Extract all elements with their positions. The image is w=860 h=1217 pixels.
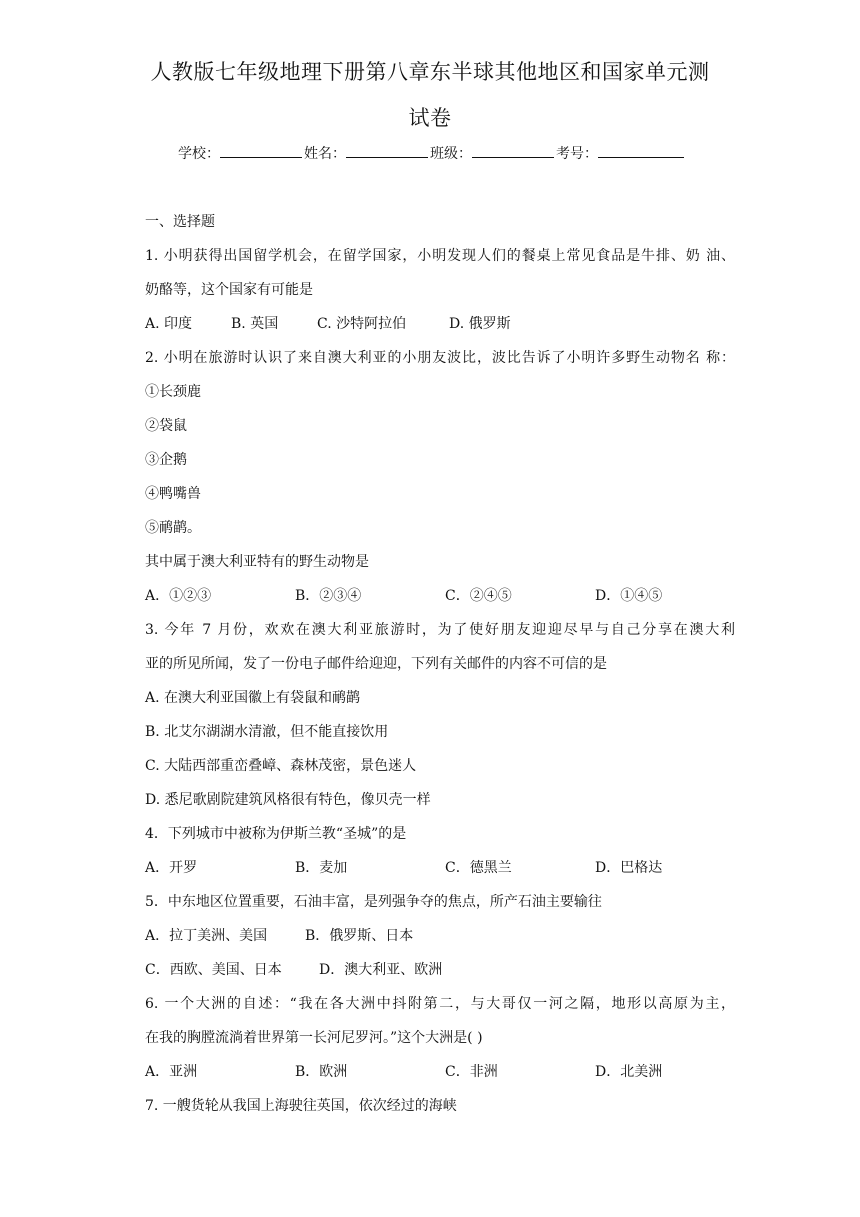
class-label: 班级： bbox=[430, 146, 472, 162]
question-content bbox=[145, 210, 735, 1128]
question-3-option-c[interactable]: C. 大陆西部重峦叠嶂、森林茂密，景色迷人 bbox=[145, 758, 417, 774]
question-3-line-1: 3. 今年 7 月份，欢欢在澳大利亚旅游时，为了使好朋友迎迎尽早与自己分享在澳大利 bbox=[145, 622, 735, 638]
question-4-option-d[interactable]: D．巴格达 bbox=[595, 860, 663, 876]
question-5-option-c[interactable]: C．西欧、美国、日本 bbox=[145, 962, 282, 978]
question-3-option-d[interactable]: D. 悉尼歌剧院建筑风格很有特色，像贝壳一样 bbox=[145, 792, 431, 808]
title-line-1: 人教版七年级地理下册第八章东半球其他地区和国家单元测 bbox=[150, 60, 710, 84]
question-2-line-1: 2. 小明在旅游时认识了来自澳大利亚的小朋友波比，波比告诉了小明许多野生动物名 称： bbox=[145, 350, 735, 366]
question-4-line-1: 4．下列城市中被称为伊斯兰教“圣城”的是 bbox=[145, 826, 407, 842]
question-2-option-b[interactable]: B．②③④ bbox=[295, 588, 362, 604]
student-info bbox=[178, 143, 686, 163]
exam-no-label: 考号： bbox=[556, 146, 598, 162]
question-2-option-d[interactable]: D．①④⑤ bbox=[595, 588, 663, 604]
question-5-option-b[interactable]: B．俄罗斯、日本 bbox=[305, 928, 414, 944]
question-2-item-4: ④鸭嘴兽 bbox=[145, 486, 201, 502]
question-2-option-c[interactable]: C．②④⑤ bbox=[445, 588, 512, 604]
question-3-option-b[interactable]: B. 北艾尔湖湖水清澈，但不能直接饮用 bbox=[145, 724, 389, 740]
school-label: 学校： bbox=[178, 146, 220, 162]
question-2-options bbox=[145, 584, 735, 618]
name-label: 姓名： bbox=[304, 146, 346, 162]
question-1-line-2: 奶酪等，这个国家有可能是 bbox=[145, 282, 313, 298]
question-6-options bbox=[145, 1060, 735, 1094]
question-3-line-2: 亚的所见所闻，发了一份电子邮件给迎迎，下列有关邮件的内容不可信的是 bbox=[145, 656, 607, 672]
section-heading: 一、选择题 bbox=[145, 214, 215, 230]
question-2-item-5: ⑤鸸鹋。 bbox=[145, 520, 201, 536]
question-6-option-a[interactable]: A．亚洲 bbox=[145, 1064, 198, 1080]
question-6-line-2: 在我的胸膛流淌着世界第一长河尼罗河。”这个大洲是( ) bbox=[145, 1030, 483, 1046]
question-2-item-2: ②袋鼠 bbox=[145, 418, 187, 434]
question-5-line-1: 5．中东地区位置重要，石油丰富，是列强争夺的焦点，所产石油主要输往 bbox=[145, 894, 602, 910]
question-5-option-a[interactable]: A．拉丁美洲、美国 bbox=[145, 928, 268, 944]
question-1-options bbox=[145, 312, 735, 346]
question-6-option-b[interactable]: B．欧洲 bbox=[295, 1064, 348, 1080]
question-3-option-a[interactable]: A. 在澳大利亚国徽上有袋鼠和鸸鹋 bbox=[145, 690, 361, 706]
question-7-line-1: 7. 一艘货轮从我国上海驶往英国，依次经过的海峡 bbox=[145, 1098, 457, 1114]
class-field[interactable] bbox=[472, 143, 554, 158]
question-1-option-c[interactable]: C. 沙特阿拉伯 bbox=[317, 316, 407, 332]
question-1-option-d[interactable]: D. 俄罗斯 bbox=[449, 316, 511, 332]
question-5-options-row-1 bbox=[145, 924, 735, 958]
question-4-options bbox=[145, 856, 735, 890]
question-2-item-3: ③企鹅 bbox=[145, 452, 187, 468]
question-4-option-c[interactable]: C．德黑兰 bbox=[445, 860, 512, 876]
title-line-2: 试卷 bbox=[408, 106, 452, 130]
question-5-options-row-2 bbox=[145, 958, 735, 992]
question-6-option-c[interactable]: C．非洲 bbox=[445, 1064, 498, 1080]
question-6-option-d[interactable]: D．北美洲 bbox=[595, 1064, 663, 1080]
school-field[interactable] bbox=[220, 143, 302, 158]
question-4-option-b[interactable]: B．麦加 bbox=[295, 860, 348, 876]
question-1-option-b[interactable]: B. 英国 bbox=[231, 316, 279, 332]
question-1-option-a[interactable]: A. 印度 bbox=[145, 316, 193, 332]
question-2-item-1: ①长颈鹿 bbox=[145, 384, 201, 400]
question-2-stem: 其中属于澳大利亚特有的野生动物是 bbox=[145, 554, 369, 570]
question-1-line-1: 1. 小明获得出国留学机会，在留学国家，小明发现人们的餐桌上常见食品是牛排、奶 油、 bbox=[145, 248, 735, 264]
question-4-option-a[interactable]: A．开罗 bbox=[145, 860, 198, 876]
question-6-line-1: 6. 一个大洲的自述：“我在各大洲中抖附第二，与大哥仅一河之隔，地形以高原为主， bbox=[145, 996, 735, 1012]
question-5-option-d[interactable]: D．澳大利亚、欧洲 bbox=[319, 962, 443, 978]
exam-no-field[interactable] bbox=[598, 143, 684, 158]
name-field[interactable] bbox=[346, 143, 428, 158]
question-2-option-a[interactable]: A．①②③ bbox=[145, 588, 212, 604]
